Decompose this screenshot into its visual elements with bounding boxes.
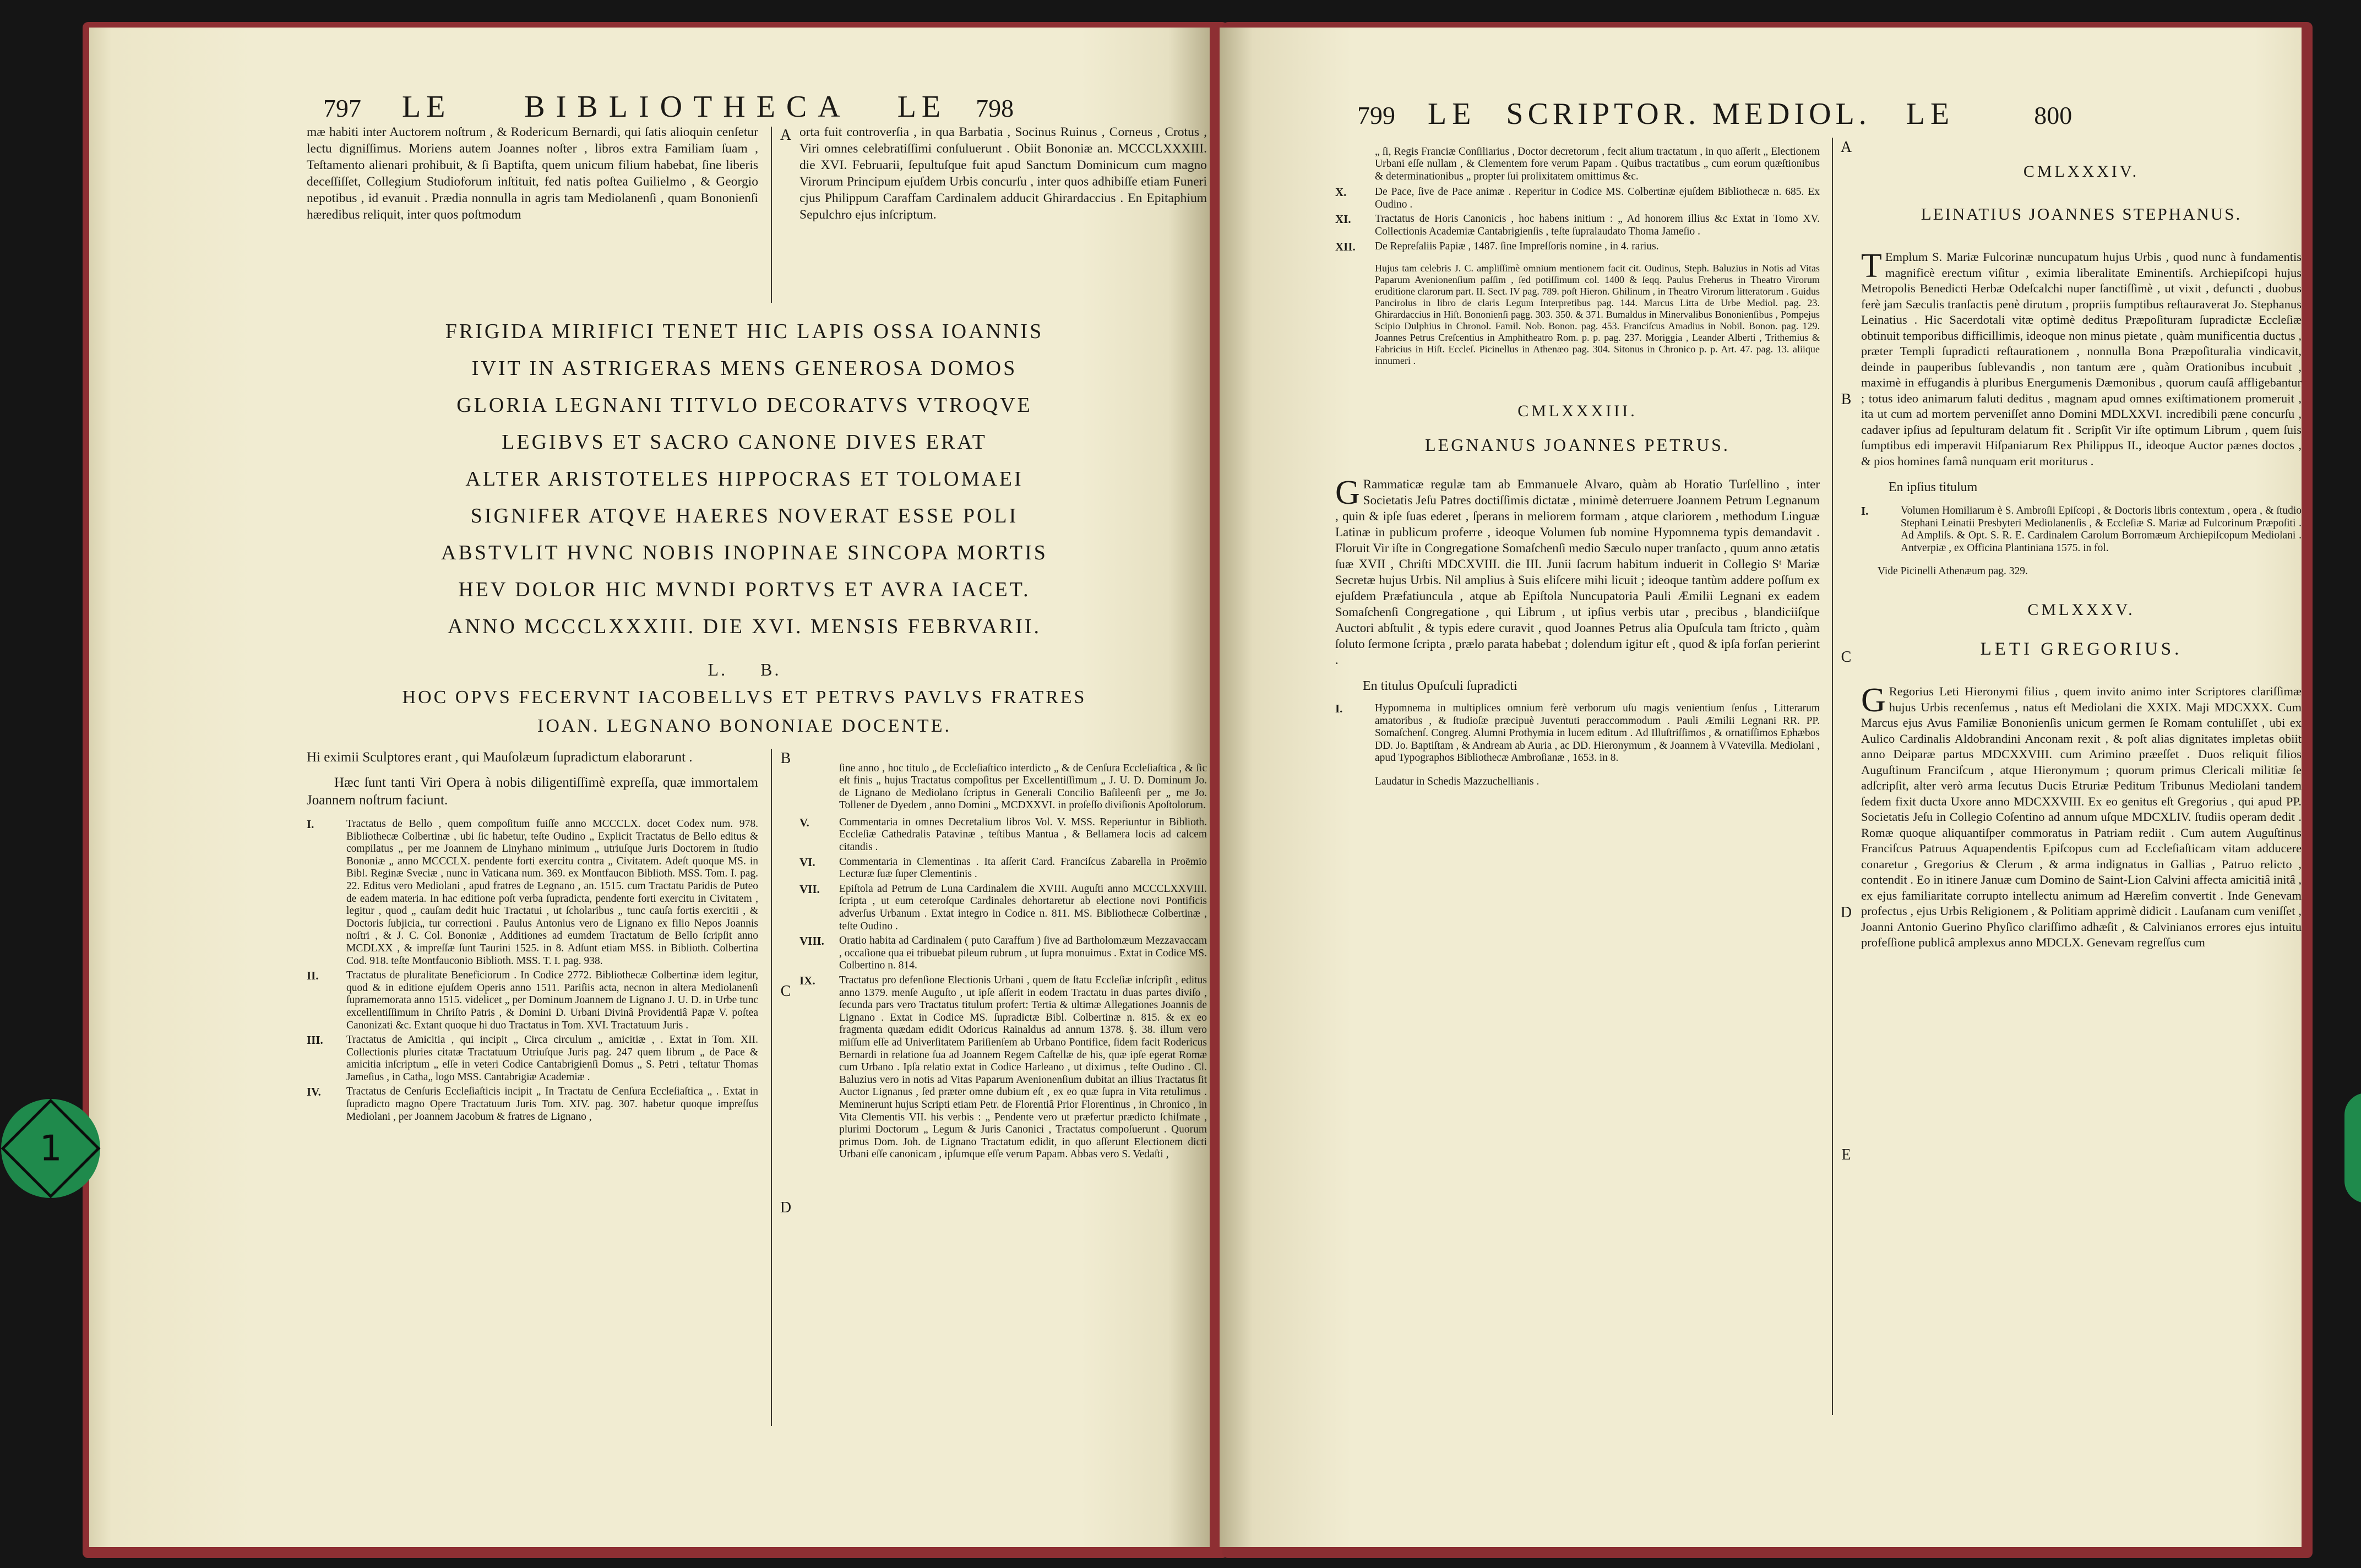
entry-text: Epiſtola ad Petrum de Luna Cardinalem die XVIII. Auguſti anno MCCCLXXVIII. ſcripta , ut eum ceteroſque Cardinales dehortaretur ab electione novi Pontificis adverſus Urbanum . Extat integro in Codice n. 811. MS. Bibliothecæ Colbertinæ , teſte Oudino . [839, 883, 1207, 932]
work-entry [799, 816, 1207, 854]
entry-text: Tractatus de Amicitia , qui incipit „ Circa circulum „ amicitiæ , . Extat in Tom. XII. Collectionis pluries citatæ Tractatuum Utriuſque Juris pag. 247 quem librum „ de Pace & amicitia inſcriptum „ eſſe in veteri Codice Cantabrigienſi Domus „ S. Petri , teſtatur Thomas Jameſius , in Catha„ logo MSS. Cantabrigiæ Academiæ . [346, 1034, 758, 1083]
entry-number: I. [307, 818, 314, 831]
work-entry [799, 856, 1207, 881]
entry-number: II. [307, 969, 319, 983]
work-entry [1335, 241, 1820, 253]
margin-letter: E [1841, 1146, 1851, 1163]
work-entry [307, 1034, 758, 1084]
work-entry [1335, 213, 1820, 238]
drop-cap: G [1861, 682, 1886, 720]
entry-number: I. [1335, 702, 1343, 716]
running-title: LE [402, 90, 451, 124]
paragraph: Hæc ſunt tanti Viri Opera à nobis diligentiſſimè expreſſa, quæ immortalem Joannem noſtrum faciunt. [307, 775, 758, 808]
margin-letter: D [1840, 904, 1852, 921]
entry-heading-number: CMLXXXIII. [1517, 402, 1638, 421]
bibliographic-note: Hujus tam celebris J. C. ampliſſimè omnium mentionem facit cit. Oudinus, Steph. Baluzius in Notis ad Vitas Paparum Avenionenſium paſſim , ſed potiſſimum col. 1400 & ſeqq. Paulus Freherus in Theatro Virorum eruditione clarorum part. II. Sect. IV pag. 789. poſt Hieron. Ghilinum , in Theatro Virorum litteratorum . Guidus Pancirolus in libro de claris Legum Interpretibus pag. 144. Marcus Litta de Urbe Mediol. pag. 23. Ghirardaccius in Hiſt. Bononienſi pagg. 303. 350. & 371. Bumaldus in Minervalibus Bononienſibus , Pompejus Scipio Dulphius in Chronol. Famil. Nob. Bonon. pag. 453. Franciſcus Amadius in Nobil. Bonon. pag. 129. Joannes Petrus Creſcentius in Amphitheatro Rom. p. p. pag. 237. Moriggia , Leander Alberti , Trithemius & Fabricius in Hiſt. Eccleſ. Picinellus in Athenæo pag. 304. Sitonus in Chronico p. p. Art. 47. pag. 13. aliique innumeri . [1375, 263, 1820, 367]
drop-cap: T [1861, 247, 1882, 285]
paragraph: Emplum S. Mariæ Fulcorinæ nuncupatum hujus Urbis , quod nunc à fundamentis magnificè erectum viſitur , eximia liberalitate Eminentiſs. Archiepiſcopi hujus Metropolis Benedicti Herbæ Odeſcalchi nuper ſanctiſſimè , ut vixit , defuncti , duobus ferè jam Sæculis tranſactis penè dirutum , propriis ſumptibus reſtauraverat Jo. Stephanus Leinatius . Hic Sacerdotali vitæ optimè deditus Præpoſituram ſupradictæ Eccleſiæ obtinuit temporibus difficillimis, ideoque non minus pietate , quàm munificentia ductus , præter Templi ſupradicti reſtaurationem , nonnulla Bona Præpoſituralia vindicavit, deinde in pauperibus ſublevandis , non tantum ære , quàm Orationibus incubuit , maximè in effugandis à pluribus Energumenis Dæmonibus , quorum cauſâ affligebantur ; totus ideo animarum faluti deditus , magnam apud omnes exiſtimationem promeruit , ita ut cum ad mortem perveniſſet anno Domini MDLXXVI. incredibili pæne concurſu , cadaver ipſius ad ſepulturam delatum fit . Scripſit Vir iſte optimum Librum , quem ſuis ſumptibus edi imperavit Hiſpaniarum Rex Philippus II., ideoque Auctor pænes doctos , & pios homines famâ nunquam erit moriturus . [1861, 250, 2302, 468]
entry-number: VIII. [799, 934, 824, 948]
epitaph-line: LEGIBVS ET SACRO CANONE DIVES ERAT [502, 431, 987, 454]
epitaph-line: GLORIA LEGNANI TITVLO DECORATVS VTROQVE [456, 394, 1032, 417]
entry-text: De Repreſaliis Papiæ , 1487. ſine Impreſſoris nomine , in 4. rarius. [1375, 240, 1659, 252]
entry-text: Commentaria in omnes Decretalium libros Vol. V. MSS. Reperiuntur in Biblioth. Eccleſiæ Cathedralis Patavinæ , teſtibus Mantua , & Bellamera locis ad calcem citandis . [839, 816, 1207, 853]
running-title: LE [897, 90, 946, 124]
margin-letter: D [780, 1199, 792, 1216]
work-entry [799, 935, 1207, 972]
page-number: 798 [976, 94, 1014, 122]
entry-body [1861, 249, 2302, 469]
entry-heading-number: CMLXXXIV. [2023, 162, 2140, 181]
entry-heading-number: CMLXXXV. [2027, 601, 2135, 619]
entry-number: VII. [799, 882, 820, 896]
work-entry [799, 974, 1207, 1161]
entry-text: Commentaria in Clementinas . Ita aſſerit Card. Franciſcus Zabarella in Proëmio Lecturæ ſuæ ſuper Clementinis . [839, 856, 1207, 880]
column-rule [771, 749, 772, 1426]
works-column-2 [799, 752, 1207, 1163]
entry-text: Hypomnema in multiplices omnium ferè verborum uſu magis venientium ſenſus , Litterarum amatoribus , & ſtudioſæ præcipuè Juventuti peraccommodum . Pauli Æmilii Legnani RR. PP. Somaſchenſ. Congreg. Alumni Prothymia in lucem editum . Ad Illuſtriſſimos , & ornatiſſimos Ephæbos DD. Jo. Baptiſtam , & Andream ab Auria , ac DD. Hieronymum , & Joannem à VVatevilla. Mediolani , apud Typographos Bibliothecæ Ambroſianæ , 1653. in 8. [1375, 703, 1820, 764]
running-head-right [1357, 96, 2072, 132]
intro-column-1 [307, 124, 758, 223]
paragraph: orta fuit controverſia , in qua Barbatia , Socinus Ruinus , Corneus , Crotus , Viri omnes celebratiſſimi conſuluerunt . Obiit Bononiæ an. MCCCLXXXIII. die XVI. Februarii, ſepultuſque fuit apud Sanctum Dominicum cum magno Virorum Principum ejuſdem Urbis concurſu , inter quos adhibiſſe etiam Funeri cjus Philippum Caraffam Cardinalem adducit Ghirardaccius . En Epitaphium Sepulchro ejus inſcriptum. [799, 125, 1207, 222]
column-rule [1832, 138, 1833, 1415]
entry-number: V. [799, 815, 809, 829]
running-title: SCRIPTOR. MEDIOL. [1506, 97, 1871, 131]
paragraph: „ ſi, Regis Franciæ Conſiliarius , Doctor decretorum , fecit alium tractatum , in quo aſſerit „ Electionem Urbani eſſe nullam , & Clementem fore verum Papam . Quibus tractatibus „ cum eorum quæſtionibus & determinationibus „ propter ſui prolixitatem omittimus &c. [1375, 145, 1820, 182]
entry-text: Tractatus de Cenſuris Eccleſiaſticis incipit „ In Tractatu de Cenſura Eccleſiaſtica „ . Extat in ſupradicto magno Opere Tractatuum Juris Tom. XIV. pag. 307. habetur quoque impreſſus Mediolani , per Joannem Jacobum & fratres de Lignano , [346, 1086, 758, 1123]
subheading: En ipſius titulum [1889, 480, 1978, 494]
entry-text: De Pace, ſive de Pace animæ . Reperitur in Codice MS. Colbertinæ ejuſdem Bibliothecæ n. 685. Ex Oudino . [1375, 186, 1820, 210]
entry-text: Tractatus de pluralitate Beneficiorum . In Codice 2772. Bibliothecæ Colbertinæ idem legitur, quod & in editione ejuſdem Operis anno 1511. Pariſiis acta, necnon in altera Mediolanenſi ſupramemorata anno 1515. videlicet „ per Dominum Joannem de Lignano J. U. D. in Urbe tunc excellentiſſimum in Chriſto Patris , & Domini D. Urbani Divinâ Providentiâ Papæ V. poſtea Canonizati &c. Extant quoque hi duo Tractatus in Tom. XVI. Tractatuum Juris . [346, 970, 758, 1031]
entries-column-2 [1861, 162, 2302, 951]
margin-letter: A [780, 127, 792, 144]
paragraph: Rammaticæ regulæ tam ab Emmanuele Alvaro, quàm ab Horatio Turſellino , inter Societatis Jeſu Patres doctiſſimis dictatæ , minimè deterruere Joannem Petrum Legnanum , quin & ipſe ſuas ederet , ſperans in meliorem formam , atque clariorem , methodum Linguæ Latinæ in publicum proferre , ideoque Volumen ſub nomine Hypomnema typis demandavit . Floruit Vir iſte in Congregatione Somaſchenſi medio Sæculo nuper tranſacto , quum anno ætatis ſuæ XVII , Chriſti MDCXVIII. die III. Junii ſacrum habitum induerit in Collegio Sᵗ Mariæ Secretæ hujus Urbis. Nil amplius à Suis eliſcere mihi licuit ; ideoque tantùm addere poſſum ex ejuſdem Præfatiuncula , atque ab Epiſtola Nuncupatoria Pauli Æmilii Legnani ex eadem Somaſchenſi Congregatione , qui Librum , ut ipſius verbis utar , precibus , blandiciiſque Auctori abſtulit , & typis edere curavit , quod Joannes Petrus alia Opuſcula tam ſtricto , quàm ſoluto ſermone ſcripta , prælo parata habebat ; dolendum igitur eſt , quod & ipſa forſan perierint . [1335, 477, 1820, 667]
entry-text: Tractatus pro defenſione Electionis Urbani , quem de ſtatu Eccleſiæ inſcripſit , editus anno 1379. menſe Auguſto , ut ipſe aſſerit in eodem Tractatu in duas partes diviſo , ſecunda pars vero Tractatus titulum profert: Tertia & ultimæ Allegationes Joannis de Lignano . Extat in Codice MS. ſupradictæ Bibl. Colbertinæ n. 815. & ex eo fragmenta quædam edidit Odoricus Rainaldus ad annum 1378. §. 38. illum vero miſſum eſſe ad Univerſitatem Pariſienſem ab Urbano Pontifice, ſidem facit Rodericus Bernardi in relatione ſua ad Joannem Regem Caſtellæ de his, quæ ipſe egerat Romæ cum Urbano . Ipſa relatio extat in Codice Harleano , ut diximus , teſte Oudino . Cl. Baluzius vero in notis ad Vitas Paparum Avenionenſium dubitat an illius Tractatus ſit Auctor Lignanus , ſed præter omne dubium eſt , ex eo quæ ſupra in Vita retulimus . Meminerunt hujus Scripti etiam Petr. de Florentiâ Prior Florentinus , in Chronico , in Vita Clementis VII. his verbis : „ Pendente vero ut præfertur prædicto ſchiſmate , plurimi Doctorum „ Legum & Juris Canonici , Tractatus compoſuerunt . Quorum primus Dom. Joh. de Lignano Tractatum edidit, in quo aſſerunt Electionem dicti Urbani eſſe canonicam , ipſumque eſſe verum Papam. Abbas vero S. Vedaſti , [839, 974, 1207, 1161]
work-entry [1861, 505, 2302, 554]
running-head-left [323, 89, 1014, 124]
running-title: BIBLIOTHECA [524, 90, 851, 124]
epitaph-line: FRIGIDA MIRIFICI TENET HIC LAPIS OSSA IOANNIS [445, 320, 1044, 343]
page-number: 800 [2034, 101, 2072, 129]
green-seal-icon [2344, 1093, 2361, 1203]
epitaph-line: ANNO MCCCLXXXIII. DIE XVI. MENSIS FEBRVARII. [448, 615, 1041, 638]
seal-mark: 1 [39, 1128, 62, 1169]
work-entry [307, 818, 758, 967]
epitaph-line: ABSTVLIT HVNC NOBIS INOPINAE SINCOPA MORTIS [441, 541, 1048, 564]
entry-number: XI. [1335, 213, 1351, 226]
entry-number: VI. [799, 855, 815, 869]
margin-letter: B [780, 750, 791, 767]
intro-column-2 [799, 124, 1207, 223]
subheading: En titulus Opuſculi ſupradicti [1363, 679, 1517, 694]
entry-text: Tractatus de Bello , quem compoſitum fuiſſe anno MCCCLX. docet Codex num. 978. Bibliothecæ Colbertinæ , ubi ſic habetur, teſte Oudino „ Explicit Tractatus de Bello editus & compilatus „ per me Joannem de Linyhano minimum „ utriuſque Juris Doctorem in ſtudio Bononiæ „ anno MCCCLX. pendente forti exercitu contra „ Civitatem. Adeſt quoque MS. in Bibl. Reginæ Sveciæ , nunc in Vaticana num. 369. ex Montfaucon Biblioth. MSS. Tom. I. pag. 22. Editus vero Mediolani , apud fratres de Legnano , an. 1515. cum Tractatu Paridis de Puteo de eadem materia. In hac editione poſt verba ſupradicta, pendente forti exercitu in Civitatem , legitur , quod „ cauſam dedit huic Tractatui , ut ſcholaribus „ tunc cauſa fortis exercitii , & Doctoris ſubjicia„ tur correctioni . Paulus Antonius vero de Lignano ex filio Nepos Joannis noſtri , & J. C. Col. Bononiæ , Additiones ad eumdem Tractatum de Bello ſcripſit anno MCDLXX , & impreſſæ ſunt Taurini 1525. in 8. Adſunt etiam MSS. in Biblioth. Colbertina Cod. 918. teſte Montfauconio Biblioth. MSS. T. I. pag. 938. [346, 818, 758, 967]
entry-body [1861, 684, 2302, 951]
left-page [89, 28, 1210, 1547]
column-rule [771, 127, 772, 303]
works-column-1 [307, 749, 758, 1125]
sculptor-line: HOC OPVS FECERVNT IACOBELLVS ET PETRVS PAVLVS FRATRES [402, 687, 1087, 707]
entry-text: Volumen Homiliarum è S. Ambroſii Epiſcopi , & Doctoris libris contextum , opera , & ſtudio Stephani Leinatii Presbyteri Mediolanenſis , & Eccleſiæ S. Mariæ ad Fulcorinum Præpoſiti . Ad Ampliſs. & Opt. S. R. E. Cardinalem Carolum Borromæum Archiepiſcopum Mediolani . Antverpiæ , ex Officina Plantiniana 1575. in fol. [1901, 505, 2302, 554]
entry-heading-name: LETI GREGORIUS. [1980, 639, 2183, 660]
green-diamond-seal-icon [1, 1099, 100, 1198]
entry-number: IV. [307, 1085, 321, 1099]
epitaph-line: HEV DOLOR HIC MVNDI PORTVS ET AVRA IACET. [458, 578, 1031, 601]
work-entry [307, 1086, 758, 1123]
work-entry [1335, 186, 1820, 211]
epitaph-line: IVIT IN ASTRIGERAS MENS GENEROSA DOMOS [471, 357, 1018, 380]
margin-letter: C [780, 983, 791, 1000]
entry-heading-name: LEGNANUS JOANNES PETRUS. [1425, 434, 1730, 455]
sculptor-initials: L. B. [708, 660, 781, 679]
entry-note: Laudatur in Schedis Mazzuchellianis . [1375, 775, 1539, 787]
page-number: 799 [1357, 101, 1395, 129]
entry-number: XII. [1335, 239, 1356, 253]
right-page [1220, 28, 2302, 1547]
entry-number: IX. [799, 974, 815, 987]
entry-text: Tractatus de Horis Canonicis , hoc habens initium : „ Ad honorem illius &c Extat in Tomo XV. Collectionis Academiæ Cantabrigienſis , teſte ſupralaudato Thoma Jameſio . [1375, 213, 1820, 238]
entries-column-1 [1335, 135, 1820, 799]
work-entry [1335, 703, 1820, 765]
drop-cap: G [1335, 474, 1360, 512]
margin-letter: A [1840, 139, 1852, 156]
entry-heading-name: LEINATIUS JOANNES STEPHANUS. [1921, 204, 2242, 224]
paragraph: Hi eximii Sculptores erant , qui Mauſolæum ſupradictum elaborarunt . [307, 750, 693, 765]
entry-text: Oratio habita ad Cardinalem ( puto Caraffum ) ſive ad Bartholomæum Mezzavaccam , occaſione qua ei tribuebat pileum rubrum , ut ſupra monuimus . Extat in Codice MS. Colbertino n. 814. [839, 935, 1207, 972]
paragraph: ſine anno , hoc titulo „ de Eccleſiaſtico interdicto „ & de Cenſura Eccleſiaſtica , & ſic eſt finis „ hujus Tractatus compoſitus per Excellentiſſimum „ J. U. D. Dominum Jo. de Lignano de Mediolano ſcriptus in Generali Concilio Baſileenſi per „ me Jo. Tollener de Dyedem , anno Domini „ MCDXXVI. in proſeſſo diviſionis Apoſtolorum. [839, 762, 1207, 812]
entry-number: I. [1861, 504, 1869, 518]
entry-body [1335, 476, 1820, 668]
entry-number: X. [1335, 186, 1347, 199]
sculptor-line: IOAN. LEGNANO BONONIAE DOCENTE. [537, 716, 951, 736]
entry-note: Vide Picinelli Athenæum pag. 329. [1878, 565, 2028, 577]
work-entry [799, 883, 1207, 933]
running-title: LE [1906, 97, 1955, 131]
epitaph-line: SIGNIFER ATQVE HAERES NOVERAT ESSE POLI [470, 504, 1019, 527]
paragraph: Regorius Leti Hieronymi filius , quem invito animo inter Scriptores clariſſimæ hujus Urbis recenſemus , natus eſt Mediolani die XXIX. Maji MDCXXX. Cum Marcus ejus Avus Familiæ Bononienſis unicum germen ſe Romam contuliſſet , ubi ex Aulico Cardinalis Aldobrandini Anconam rexit , & poſt alias dignitates impletas obiit anno Deiparæ partus MDCXXVIII. cum Arimino præeſſet . Duos reliquit filios Auguſtinum Franciſcum , atque Hieronymum ; quorum primus Clericali militiæ ſe adſcripſit, alter verò arma ſecutus Ducis Etruriæ Peditum Tribunus Mediolani tandem ſedem fixit ducta Uxore anno MDCXXVIII. Ex eo genitus eſt Gregorius , qui apud PP. Societatis Jeſu in Collegio Coſentino ad annum uſque MDCXLIV. ſtudiis operam dedit . Romæ quoque aliquantiſper commoratus in Patriam rediit . Cum autem Auguſtinus Franciſcus Patruus Aquapendentis Epiſcopus cum ad Eccleſiaſticam vitam adducere conaretur , Gregorius & Clerum , & arma indignatus in Gallias , Patruo relicto , contendit . Eo in itinere Januæ cum Domino de Saint-Lion Calvini affecta amicitiâ initâ , ex ejus familiaritate corrupto intellectu animum ad Hæreſim convertit . Inde Genevam profectus , ejus Urbis Religionem , & Politiam apprimè didicit . Lauſanam cum veniſſet , Joanni Antonio Guerino Phyſico clariſſimo adhæſit , & Calvinianos errores ejus intuitu profeſſione publicâ amplexus anno MDCLX. Genevam regreſſus cum [1861, 684, 2302, 950]
entry-number: III. [307, 1033, 323, 1047]
page-number: 797 [323, 94, 361, 122]
paragraph: mæ habiti inter Auctorem noſtrum , & Rodericum Bernardi, qui ſatis alioquin cenſetur lectu digniſſimus. Moriens autem Joannes noſter , libros extra Familiam ſuam , Teſtamento alienari prohibuit, & ſi Baptiſta, quem unicum filium habebat, ſine liberis deceſſiſſet, Collegium Studioforum inſtituit, fed natis poſtea Guilielmo , & Georgio nepotibus , id evanuit . Prædia nonnulla in agris tam Mediolanenſi , quam Bononienſi hæredibus reliquit, inter quos poſtmodum [307, 125, 758, 222]
running-title: LE [1428, 97, 1477, 131]
margin-letter: B [1841, 391, 1852, 408]
margin-letter: C [1841, 649, 1852, 666]
epitaph-line: ALTER ARISTOTELES HIPPOCRAS ET TOLOMAEI [465, 467, 1024, 491]
work-entry [307, 970, 758, 1032]
